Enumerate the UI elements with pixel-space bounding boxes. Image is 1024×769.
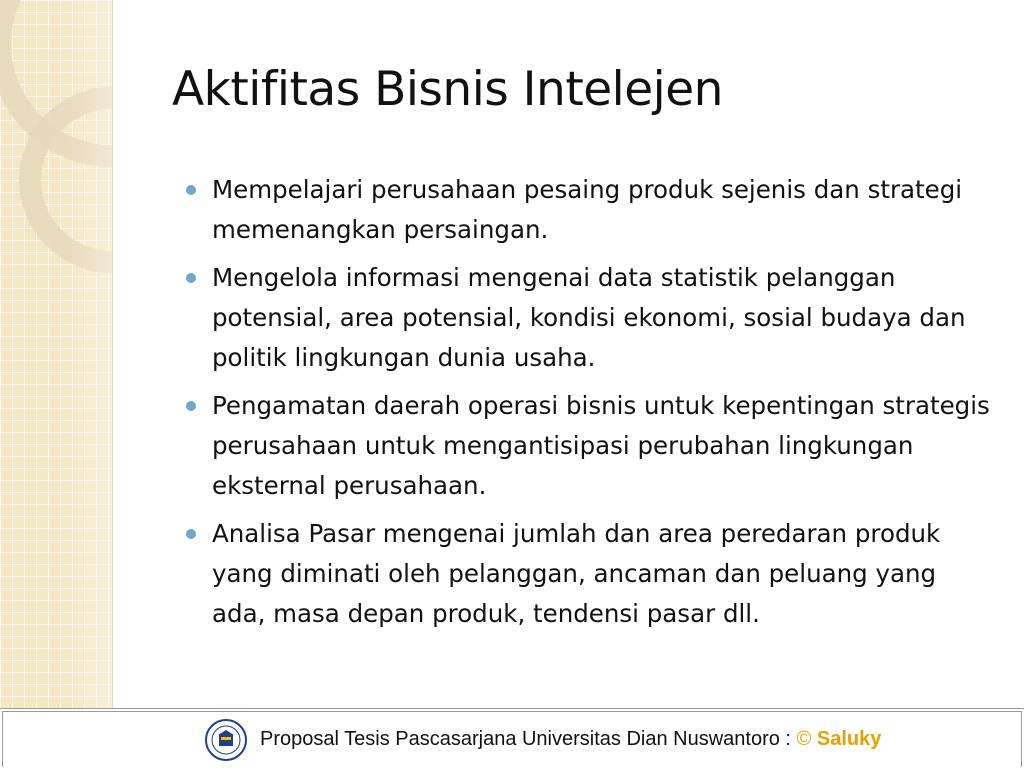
bullet-list [186,170,996,642]
bullet-item [186,386,996,506]
bullet-text: Pengamatan daerah operasi bisnis untuk kepentingan strategis perusahaan untuk mengantisipasi perubahan lingkungan eksternal perusahaan. [212,391,990,500]
bullet-item [186,514,996,634]
strip-fade [0,0,112,708]
author-name: Saluky [816,728,882,750]
bullet-text: Mempelajari perusahaan pesaing produk sejenis dan strategi memenangkan persaingan. [212,175,963,244]
bullet-text: Analisa Pasar mengenai jumlah dan area peredaran produk yang diminati oleh pelanggan, ancaman dan peluang yang ada, masa depan produk, tendensi pasar dll. [212,519,941,628]
bullet-dot-icon [186,401,196,411]
bullet-dot-icon [186,273,196,283]
university-seal-icon [204,716,248,764]
bullet-item [186,170,996,250]
bullet-dot-icon [186,529,196,539]
bullet-item [186,258,996,378]
footer-text: Proposal Tesis Pascasarjana Universitas Dian Nuswantoro : [260,728,797,750]
bullet-text: Mengelola informasi mengenai data statistik pelanggan potensial, area potensial, kondisi ekonomi, sosial budaya dan politik lingkungan dunia usaha. [212,263,966,372]
bullet-dot-icon [186,185,196,195]
footer-caption [260,728,881,756]
decorative-side-strip [0,0,113,708]
slide-title: Aktifitas Bisnis Intelejen [172,62,723,117]
copyright-symbol: © [796,728,812,750]
